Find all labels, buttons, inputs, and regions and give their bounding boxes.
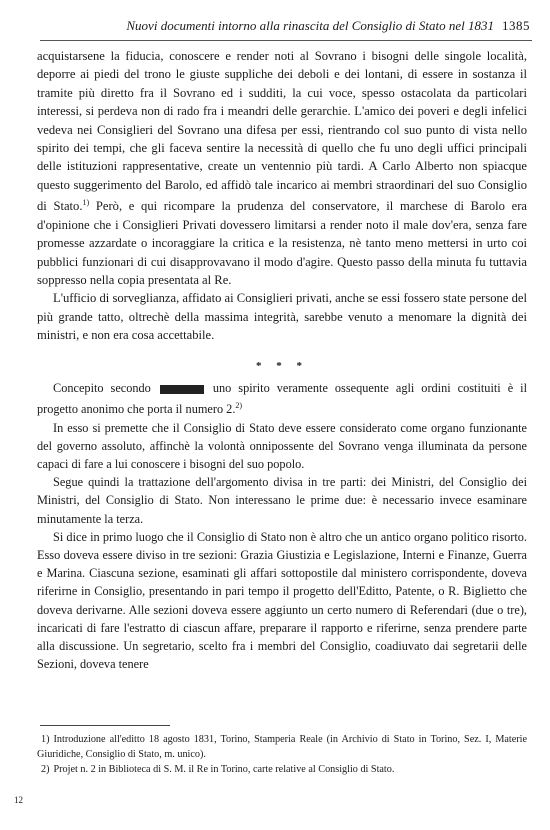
paragraph-6: Si dice in primo luogo che il Consiglio di Stato non è altro che un antico organo politico risorto. Esso doveva essere diviso in tre sezioni: Grazia Giustizia e Legislazione, Interni e Finanze, Guerra e Marina. Ciascuna sezione, esaminati gli affari sottopostile dal ministero corrispondente, doveva riferirne in Consiglio, presentando in pari tempo il progetto dell'Editto, Patente, o R. Biglietto che doveva derivarne. Alle sezioni doveva essere aggiunto un certo numero di Referendari (due o tre), incaricati di fare l'estratto di ciascun affare, preparare il rapporto e riferirne, senza prendere parte alla discussione. Un segretario, scelto fra i membri del Consiglio, coadiuvato dai segretarii delle Sezioni, doveva tenere [37,529,527,672]
section-2 [37,379,527,673]
footnote-ref-1: 1) [82,198,90,208]
footnote-1-text: Introduzione all'editto 18 agosto 1831, Torino, Stamperia Reale (in Archivio di Stato in Torino, Sez. I, Materie Giuridiche, Consiglio di Stato, m. unico). [37,734,527,760]
body-text [37,47,527,673]
footnotes [37,732,527,777]
footnote-1 [37,732,527,762]
paragraph-4: In esso si premette che il Consiglio di Stato deve essere considerato come organo funzionante del governo assoluto, affinchè la volontà onnipossente del Sovrano venga illuminata da persone capaci di fare a lui conoscere i bisogni del suo popolo. [37,420,527,471]
paragraph-1-text: acquistarsene la fiducia, conoscere e render noti al Sovrano i bisogni delle singole località, deporre ai piedi del trono le giuste suppliche dei deboli e dei lontani, di essere in sostanza il tramite più diretto fra il Sovrano ed i sudditi, la cui voce, spesso ostacolata da particolari interessi, si perdeva non di rado fra i meandri delle gerarchie. L'amico dei poveri e degli infelici vedeva nei Consiglieri del Sovrano una difesa per essi, rientrando col suo punto di vista nello spirito dei tempi, che gli faceva sentire la necessità di quello che fu uno degli uffici principali delle istituzioni rappresentative, create un ventennio più tardi. A Carlo Alberto non spiacque questo suggerimento del Barolo, ed affidò tale incarico ai membri straordinari del suo Consiglio di Stato. [37,49,527,214]
folio-number: 12 [14,795,23,805]
paragraph-1 [37,47,527,289]
footnote-rule [40,725,170,726]
footnote-2-mark: 2) [41,764,50,775]
footnote-1-mark: 1) [41,734,50,745]
footnote-2 [37,762,527,777]
paragraph-3-text-b: uno spirito veramente ossequente agli ordini costituiti è il progetto anonimo che porta il numero 2. [37,381,527,417]
paragraph-5: Segue quindi la trattazione dell'argomento divisa in tre parti: dei Ministri, del Consiglio dei Ministri, del Consiglio di Stato. Non interessano le prime due: è necessario invece esaminare minutamente la terza. [37,475,527,526]
paragraph-3 [37,379,527,419]
running-header [46,18,530,34]
running-title: Nuovi documenti intorno alla rinascita del Consiglio di Stato nel 1831 [126,18,494,33]
section-separator: * * * [256,359,308,372]
paragraph-1-continuation: Però, e qui ricompare la prudenza del conservatore, il marchese di Barolo era d'opinione che i Consiglieri Privati dovessero limitarsi a render noto il male dov'era, senza fare promesse azzardate o incoraggiare la critica e la resistenza, nè tanto meno mettersi in urto coi pubblici funzionari di cui disapprovavano il modo d'agire. Questo passo della minuta fu tuttavia soppresso nella copia presentata al Re. [37,199,527,288]
footnote-ref-2: 2) [235,401,243,411]
footnote-2-text: Projet n. 2 in Biblioteca di S. M. il Re in Torino, carte relative al Consiglio di Stato. [53,764,395,775]
header-rule [40,40,532,41]
paragraph-3-text-a: Concepito secondo [53,381,151,396]
ink-blot [160,385,204,394]
paragraph-2: L'ufficio di sorveglianza, affidato ai Consiglieri privati, anche se essi fossero state persone del più grande tatto, oltrechè della massima integrità, sarebbe venuto a menomare la dignità dei ministri, e non era cosa accettabile. [37,291,527,343]
page-number: 1385 [502,18,530,33]
